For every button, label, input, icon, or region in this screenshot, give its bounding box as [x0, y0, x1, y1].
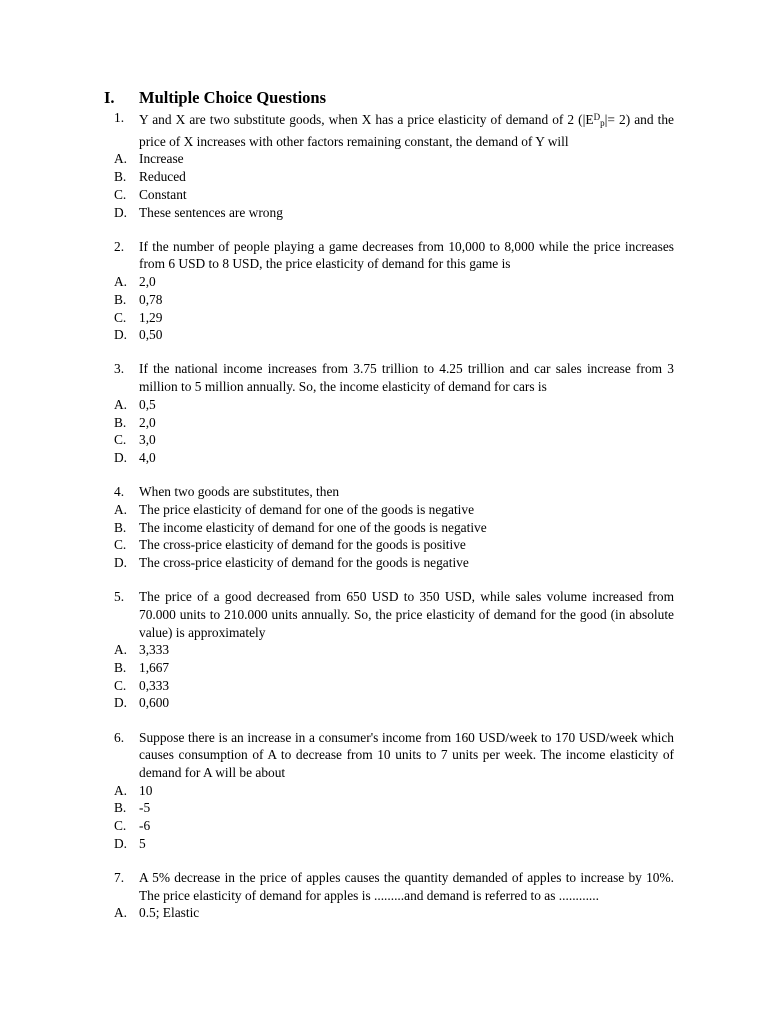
option-label: B.	[114, 659, 127, 675]
stem-text: A 5% decrease in the price of apples causes the quantity demanded of apples to increase by 10%. The price elasticity of demand for apples is .........and demand is referred to as ............	[139, 870, 674, 903]
option-text: 1,29	[139, 309, 163, 325]
section-number: I.	[104, 88, 115, 107]
option-label: C.	[114, 186, 127, 202]
stem-text: If the number of people playing a game decreases from 10,000 to 8,000 while the price increases from 6 USD to 8 USD, the price elasticity of demand for this game is	[139, 238, 674, 272]
option-text: 0,78	[139, 291, 163, 307]
option-label: C.	[114, 677, 127, 693]
question-stem	[104, 483, 674, 501]
option-text: -6	[139, 818, 151, 834]
option-text: 0,5	[139, 396, 156, 412]
formula-subscript: p	[600, 118, 605, 128]
abs-bar-right: |	[604, 113, 608, 128]
option-text: 4,0	[139, 449, 156, 465]
option-label: B.	[114, 414, 127, 430]
formula-e: E	[585, 112, 594, 127]
option-label: D.	[114, 695, 128, 711]
option-text: 2,0	[139, 414, 156, 430]
answer-option	[104, 677, 674, 695]
question-number: 3.	[114, 361, 125, 377]
question-2	[104, 238, 674, 344]
option-text: -5	[139, 800, 151, 816]
answer-option	[104, 396, 674, 414]
answer-option	[104, 782, 674, 800]
option-label: A.	[114, 782, 128, 798]
stem-text: The price of a good decreased from 650 USD to 350 USD, while sales volume increased from 70.000 units to 210.000 units annually. So, the price elasticity of demand for the good (in absolute value) is approximately	[139, 589, 674, 640]
option-label: B.	[114, 519, 127, 535]
answer-option	[104, 326, 674, 344]
question-number: 5.	[114, 589, 125, 605]
option-label: A.	[114, 501, 128, 517]
answer-option	[104, 835, 674, 853]
stem-text: If the national income increases from 3.75 trillion to 4.25 trillion and car sales increase from 3 million to 5 million annually. So, the income elasticity of demand for cars is	[139, 361, 674, 395]
option-text: Constant	[139, 186, 187, 202]
option-text: 0,600	[139, 695, 170, 711]
option-text: 2,0	[139, 274, 156, 290]
answer-option	[104, 431, 674, 449]
question-list	[104, 109, 674, 939]
option-label: C.	[114, 818, 127, 834]
question-number: 1.	[114, 110, 125, 125]
question-number: 6.	[114, 729, 125, 745]
formula-superscript: D	[593, 112, 601, 122]
answer-option	[104, 536, 674, 554]
answer-option	[104, 817, 674, 835]
option-text: The cross-price elasticity of demand for the goods is negative	[139, 554, 469, 570]
option-label: C.	[114, 309, 127, 325]
option-label: B.	[114, 800, 127, 816]
question-number: 2.	[114, 238, 125, 254]
option-text: 3,0	[139, 432, 156, 448]
question-1	[104, 109, 674, 221]
answer-option	[104, 291, 674, 309]
stem-text: Suppose there is an increase in a consumer's income from 160 USD/week to 170 USD/week which causes consumption of A to decrease from 10 units to 7 units per week. The income elasticity of demand for A will be about	[139, 729, 674, 780]
answer-option	[104, 168, 674, 186]
option-text: The cross-price elasticity of demand for the goods is positive	[139, 537, 466, 553]
option-label: A.	[114, 905, 128, 921]
answer-option	[104, 799, 674, 817]
answer-option	[104, 519, 674, 537]
option-label: A.	[114, 642, 128, 658]
question-5	[104, 588, 674, 712]
option-text: Increase	[139, 151, 184, 167]
question-7	[104, 869, 674, 922]
option-text: 0,50	[139, 327, 163, 343]
question-4	[104, 483, 674, 572]
answer-option	[104, 641, 674, 659]
answer-option	[104, 694, 674, 712]
answer-option	[104, 309, 674, 327]
answer-option	[104, 150, 674, 168]
question-stem	[104, 109, 674, 150]
option-label: D.	[114, 449, 128, 465]
section-title: Multiple Choice Questions	[139, 88, 327, 107]
option-label: A.	[114, 151, 128, 167]
question-stem	[104, 869, 674, 904]
question-stem	[104, 588, 674, 641]
option-text: The income elasticity of demand for one of the goods is negative	[139, 519, 487, 535]
stem-text: When two goods are substitutes, then	[139, 484, 340, 500]
stem-text-end: and the price of X increases with other factors remaining constant, the demand of Y will	[139, 112, 674, 149]
option-label: D.	[114, 327, 128, 343]
option-text: 5	[139, 835, 146, 851]
option-text: 0,333	[139, 677, 170, 693]
answer-option	[104, 414, 674, 432]
answer-option	[104, 186, 674, 204]
option-label: A.	[114, 396, 128, 412]
question-6	[104, 729, 674, 853]
answer-option	[104, 554, 674, 572]
answer-option	[104, 449, 674, 467]
option-label: D.	[114, 204, 128, 220]
option-label: B.	[114, 169, 127, 185]
stem-text-start: Y and X are two substitute goods, when X has a price elasticity of demand of 2 (	[139, 112, 583, 127]
option-label: A.	[114, 274, 128, 290]
option-label: C.	[114, 432, 127, 448]
option-label: C.	[114, 537, 127, 553]
option-text: 0.5; Elastic	[139, 905, 200, 921]
question-stem	[104, 360, 674, 395]
option-label: D.	[114, 554, 128, 570]
option-text: 1,667	[139, 659, 170, 675]
option-text: Reduced	[139, 169, 186, 185]
answer-option	[104, 659, 674, 677]
answer-option	[104, 273, 674, 291]
section-heading	[104, 88, 326, 108]
question-3	[104, 360, 674, 466]
option-text: These sentences are wrong	[139, 204, 283, 220]
option-label: B.	[114, 291, 127, 307]
question-stem	[104, 729, 674, 782]
answer-option	[104, 904, 674, 922]
answer-option	[104, 204, 674, 222]
question-stem	[104, 238, 674, 273]
option-text: 3,333	[139, 642, 170, 658]
abs-bar-left: |	[582, 113, 586, 128]
question-number: 7.	[114, 870, 125, 886]
option-text: The price elasticity of demand for one of the goods is negative	[139, 501, 475, 517]
question-number: 4.	[114, 484, 125, 500]
answer-option	[104, 501, 674, 519]
formula-equals: = 2)	[607, 112, 631, 127]
option-text: 10	[139, 782, 153, 798]
option-label: D.	[114, 835, 128, 851]
